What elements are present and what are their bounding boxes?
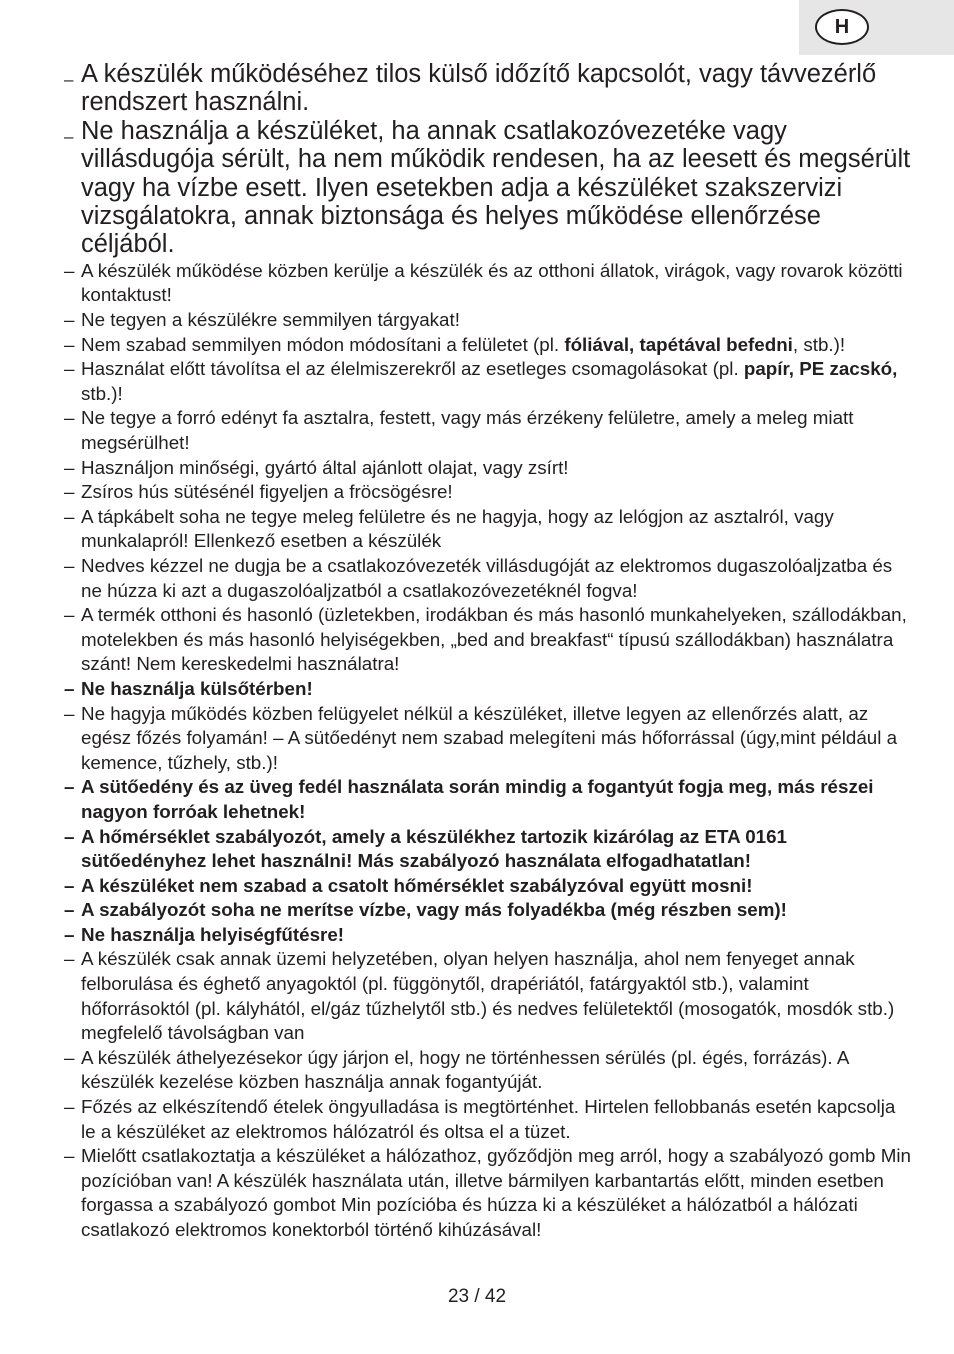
text-run: Nem szabad semmilyen módon módosítani a felületet (pl. (81, 333, 565, 355)
instruction-text (81, 1096, 895, 1142)
emphasis-text: papír, PE zacskó, (743, 358, 898, 380)
instruction-item (62, 1046, 912, 1095)
instruction-item (62, 1095, 912, 1144)
instruction-text (81, 826, 787, 872)
instruction-item (62, 456, 912, 481)
instruction-item (62, 874, 912, 899)
text-run: Használat előtt távolítsa el az élelmiszerekről az esetleges csomagolásokat (pl. (81, 358, 744, 380)
text-run: A készüléket nem szabad a csatolt hőmérséklet szabályzóval együtt mosni! (81, 874, 753, 896)
instruction-item (62, 898, 912, 923)
instruction-item (62, 702, 912, 776)
instruction-text (81, 703, 897, 773)
bullet-dash: – (64, 358, 75, 380)
instruction-item (62, 603, 912, 677)
instruction-item (62, 947, 912, 1045)
bullet-dash: – (64, 677, 75, 699)
bullet-dash: – (64, 899, 75, 921)
bullet-dash: – (64, 1046, 75, 1068)
emphasis-text: fóliával, tapétával befedni (564, 333, 793, 355)
instruction-text (81, 948, 894, 1043)
bullet-dash: – (64, 554, 75, 576)
text-run: A termék otthoni és hasonló (üzletekben, irodákban és más hasonló munkahelyeken, szállodákban, motelekben és más hasonló helyiségekben, „bed and breakfast“ típusú szállodákban) használatra szánt! Nem kereskedelmi használatra! (81, 604, 907, 675)
instruction-text (81, 117, 910, 259)
language-tab (799, 0, 954, 55)
bullet-dash: – (64, 1145, 75, 1167)
instruction-text (81, 776, 874, 822)
instruction-item (62, 333, 912, 358)
instruction-text (81, 457, 569, 478)
instruction-text (81, 1145, 911, 1240)
text-run: Ne tegye a forró edényt fa asztalra, festett, vagy más érzékeny felületre, amely a meleg miatt megsérülhet! (81, 407, 854, 453)
instruction-text (81, 555, 892, 601)
text-run: A hőmérséklet szabályozót, amely a készülékhez tartozik kizárólag az ETA 0161 sütőedényhez lehet használni! Más szabályozó használata elfogadhatatlan! (81, 825, 787, 872)
instruction-text (81, 260, 903, 306)
instruction-item (62, 677, 912, 702)
bullet-dash: – (64, 309, 75, 331)
safety-instructions-list (62, 60, 912, 1243)
instruction-item (62, 554, 912, 603)
instruction-item (62, 1144, 912, 1242)
bullet-dash: – (64, 70, 74, 89)
text-run: A készülék működése közben kerülje a készülék és az otthoni állatok, virágok, vagy rovarok közötti kontaktust! (81, 259, 903, 306)
instruction-text (81, 924, 344, 945)
instruction-text (81, 60, 876, 116)
bullet-dash: – (64, 126, 74, 146)
instruction-text (81, 358, 897, 404)
text-run: Mielőtt csatlakoztatja a készüléket a hálózathoz, győződjön meg arról, hogy a szabályozó gomb Min pozícióban van! A készülék használata után, illetve bármilyen karbantartás előtt, minden esetben forgassa a szabályozó gombot Min pozícióba és húzza ki a készüléket a hálózatból a hálózati csatlakozó elektromos konektorból történő kihúzásával! (81, 1145, 911, 1240)
bullet-dash: – (64, 948, 75, 970)
text-run: Ne használja külsőtérben! (81, 677, 313, 699)
bullet-dash: – (64, 333, 75, 355)
text-run: , stb.)! (792, 333, 846, 355)
bullet-dash: – (64, 456, 75, 478)
text-run: Főzés az elkészítendő ételek öngyulladása is megtörténhet. Hirtelen fellobbanás esetén kapcsolja le a készüléket az elektromos hálózatról és oltsa el a tüzet. (81, 1096, 896, 1142)
instruction-text (81, 899, 787, 920)
text-run: A készülék működéséhez tilos külső időzítő kapcsolót, vagy távvezérlő rendszert használni. (81, 60, 877, 117)
bullet-dash: – (64, 481, 75, 503)
bullet-dash: – (64, 505, 75, 527)
instruction-item (62, 406, 912, 455)
text-run: A tápkábelt soha ne tegye meleg felületre és ne hagyja, hogy az lelógjon az asztalról, vagy munkalapról! Ellenkező esetben a készülék (81, 505, 834, 552)
text-run: Nedves kézzel ne dugja be a csatlakozóvezeték villásdugóját az elektromos dugaszolóaljzatba és ne húzza ki azt a dugaszolóaljzatból a csatlakozóvezetéknél fogva! (81, 554, 893, 601)
instruction-text (81, 1047, 848, 1093)
instruction-item (62, 60, 912, 117)
text-run: A készülék csak annak üzemi helyzetében, olyan helyen használja, ahol nem fenyeget annak felborulása és éghető anyagoktól (pl. függönytől, drapériától, fatárgyaktól stb.), valamint hőforrásoktól (pl. kályhától, el/gáz tűzhelytől stb.) és nedves felületektől (mosogatók, mosdók stb.) megfelelő távolságban van (81, 948, 895, 1044)
bullet-dash: – (64, 407, 75, 429)
bullet-dash: – (64, 923, 75, 945)
instruction-item (62, 923, 912, 948)
instruction-text (81, 604, 907, 674)
instruction-item (62, 825, 912, 874)
text-run: A szabályozót soha ne merítse vízbe, vagy más folyadékba (még részben sem)! (81, 899, 787, 921)
instruction-item (62, 308, 912, 333)
bullet-dash: – (64, 702, 75, 724)
instruction-text (81, 309, 460, 330)
instruction-text (81, 334, 845, 355)
instruction-item (62, 505, 912, 554)
text-run: Ne használja a készüléket, ha annak csatlakozóvezetéke vagy villásdugójа sérült, ha nem működik rendesen, ha az leesett és megsérült vagy ha vízbe esett. Ilyen esetekben adja a készüléket szakszervizi vizsgálatokra, annak biztonsága és helyes működése ellenőrzése céljából. (81, 116, 911, 259)
bullet-dash: – (64, 1096, 75, 1118)
language-badge: H (815, 9, 869, 45)
text-run: Ne tegyen a készülékre semmilyen tárgyakat! (81, 309, 460, 331)
text-run: A készülék áthelyezésekor úgy járjon el, hogy ne történhessen sérülés (pl. égés, forrázás). A készülék kezelése közben használja annak fogantyúját. (81, 1046, 849, 1093)
page-number: 23 / 42 (447, 1286, 507, 1307)
text-run: Zsíros hús sütésénél figyeljen a fröcsögésre! (81, 481, 453, 503)
instruction-text (81, 875, 753, 896)
instruction-item (62, 775, 912, 824)
bullet-dash: – (64, 604, 75, 626)
instruction-text (81, 481, 453, 502)
text-run: stb.)! (81, 382, 123, 404)
text-run: Ne használja helyiségfűtésre! (81, 923, 345, 945)
instruction-item (62, 357, 912, 406)
instruction-text (81, 506, 834, 552)
bullet-dash: – (64, 825, 75, 847)
instruction-item (62, 259, 912, 308)
bullet-dash: – (64, 874, 75, 896)
instruction-text (81, 407, 853, 453)
text-run: A sütőedény és az üveg fedél használata során mindig a fogantyút fogja meg, más részei nagyon forróak lehetnek! (81, 776, 874, 822)
instruction-item (62, 480, 912, 505)
instruction-item (62, 117, 912, 259)
text-run: Ne hagyja működés közben felügyelet nélkül a készüléket, illetve legyen az ellenőrzés alatt, az egész főzés folyamán! – A sütőedényt nem szabad melegíteni más hőforrással (úgy,mint például a kemence, tűzhely, stb.)! (81, 702, 898, 773)
bullet-dash: – (64, 776, 75, 798)
bullet-dash: – (64, 259, 75, 281)
instruction-text (81, 678, 313, 699)
text-run: Használjon minőségi, gyártó által ajánlott olajat, vagy zsírt! (81, 456, 569, 478)
